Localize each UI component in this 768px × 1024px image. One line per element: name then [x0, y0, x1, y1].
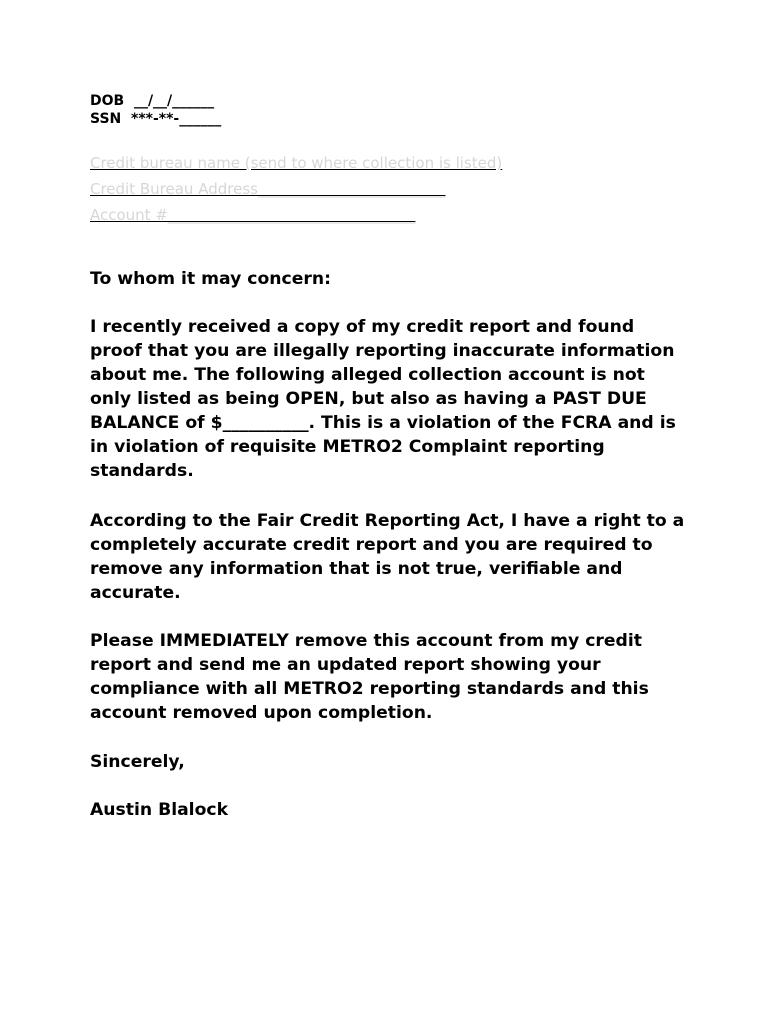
bureau-address-placeholder: Credit Bureau Address_________________________ [90, 180, 446, 198]
bureau-name-placeholder: Credit bureau name (send to where collection is listed) [90, 154, 503, 172]
paragraph-fcra-rights: According to the Fair Credit Reporting Act, I have a right to a completely accurate credit report and you are required to remove any information that is not true, verifiable and accurate. [90, 511, 685, 603]
signature-name: Austin Blalock [90, 800, 229, 820]
account-number-placeholder: Account #_________________________________ [90, 206, 416, 224]
paragraph-inaccurate-reporting: I recently received a copy of my credit report and found proof that you are illegally reporting inaccurate information about me. The following alleged collection account is not only listed as being OPEN, but also as having a PAST DUE BALANCE of $__________. This is a violation of the FCRA and is in violation of requisite METRO2 Complaint reporting standards. [90, 317, 676, 481]
dob-field: DOB __/__/______ [90, 93, 215, 109]
closing: Sincerely, [90, 752, 185, 772]
greeting: To whom it may concern: [90, 269, 331, 289]
paragraph-removal-request: Please IMMEDIATELY remove this account from my credit report and send me an updated report showing your compliance with all METRO2 reporting standards and this account removed upon completion. [90, 631, 649, 723]
ssn-field: SSN ***-**-______ [90, 111, 222, 127]
